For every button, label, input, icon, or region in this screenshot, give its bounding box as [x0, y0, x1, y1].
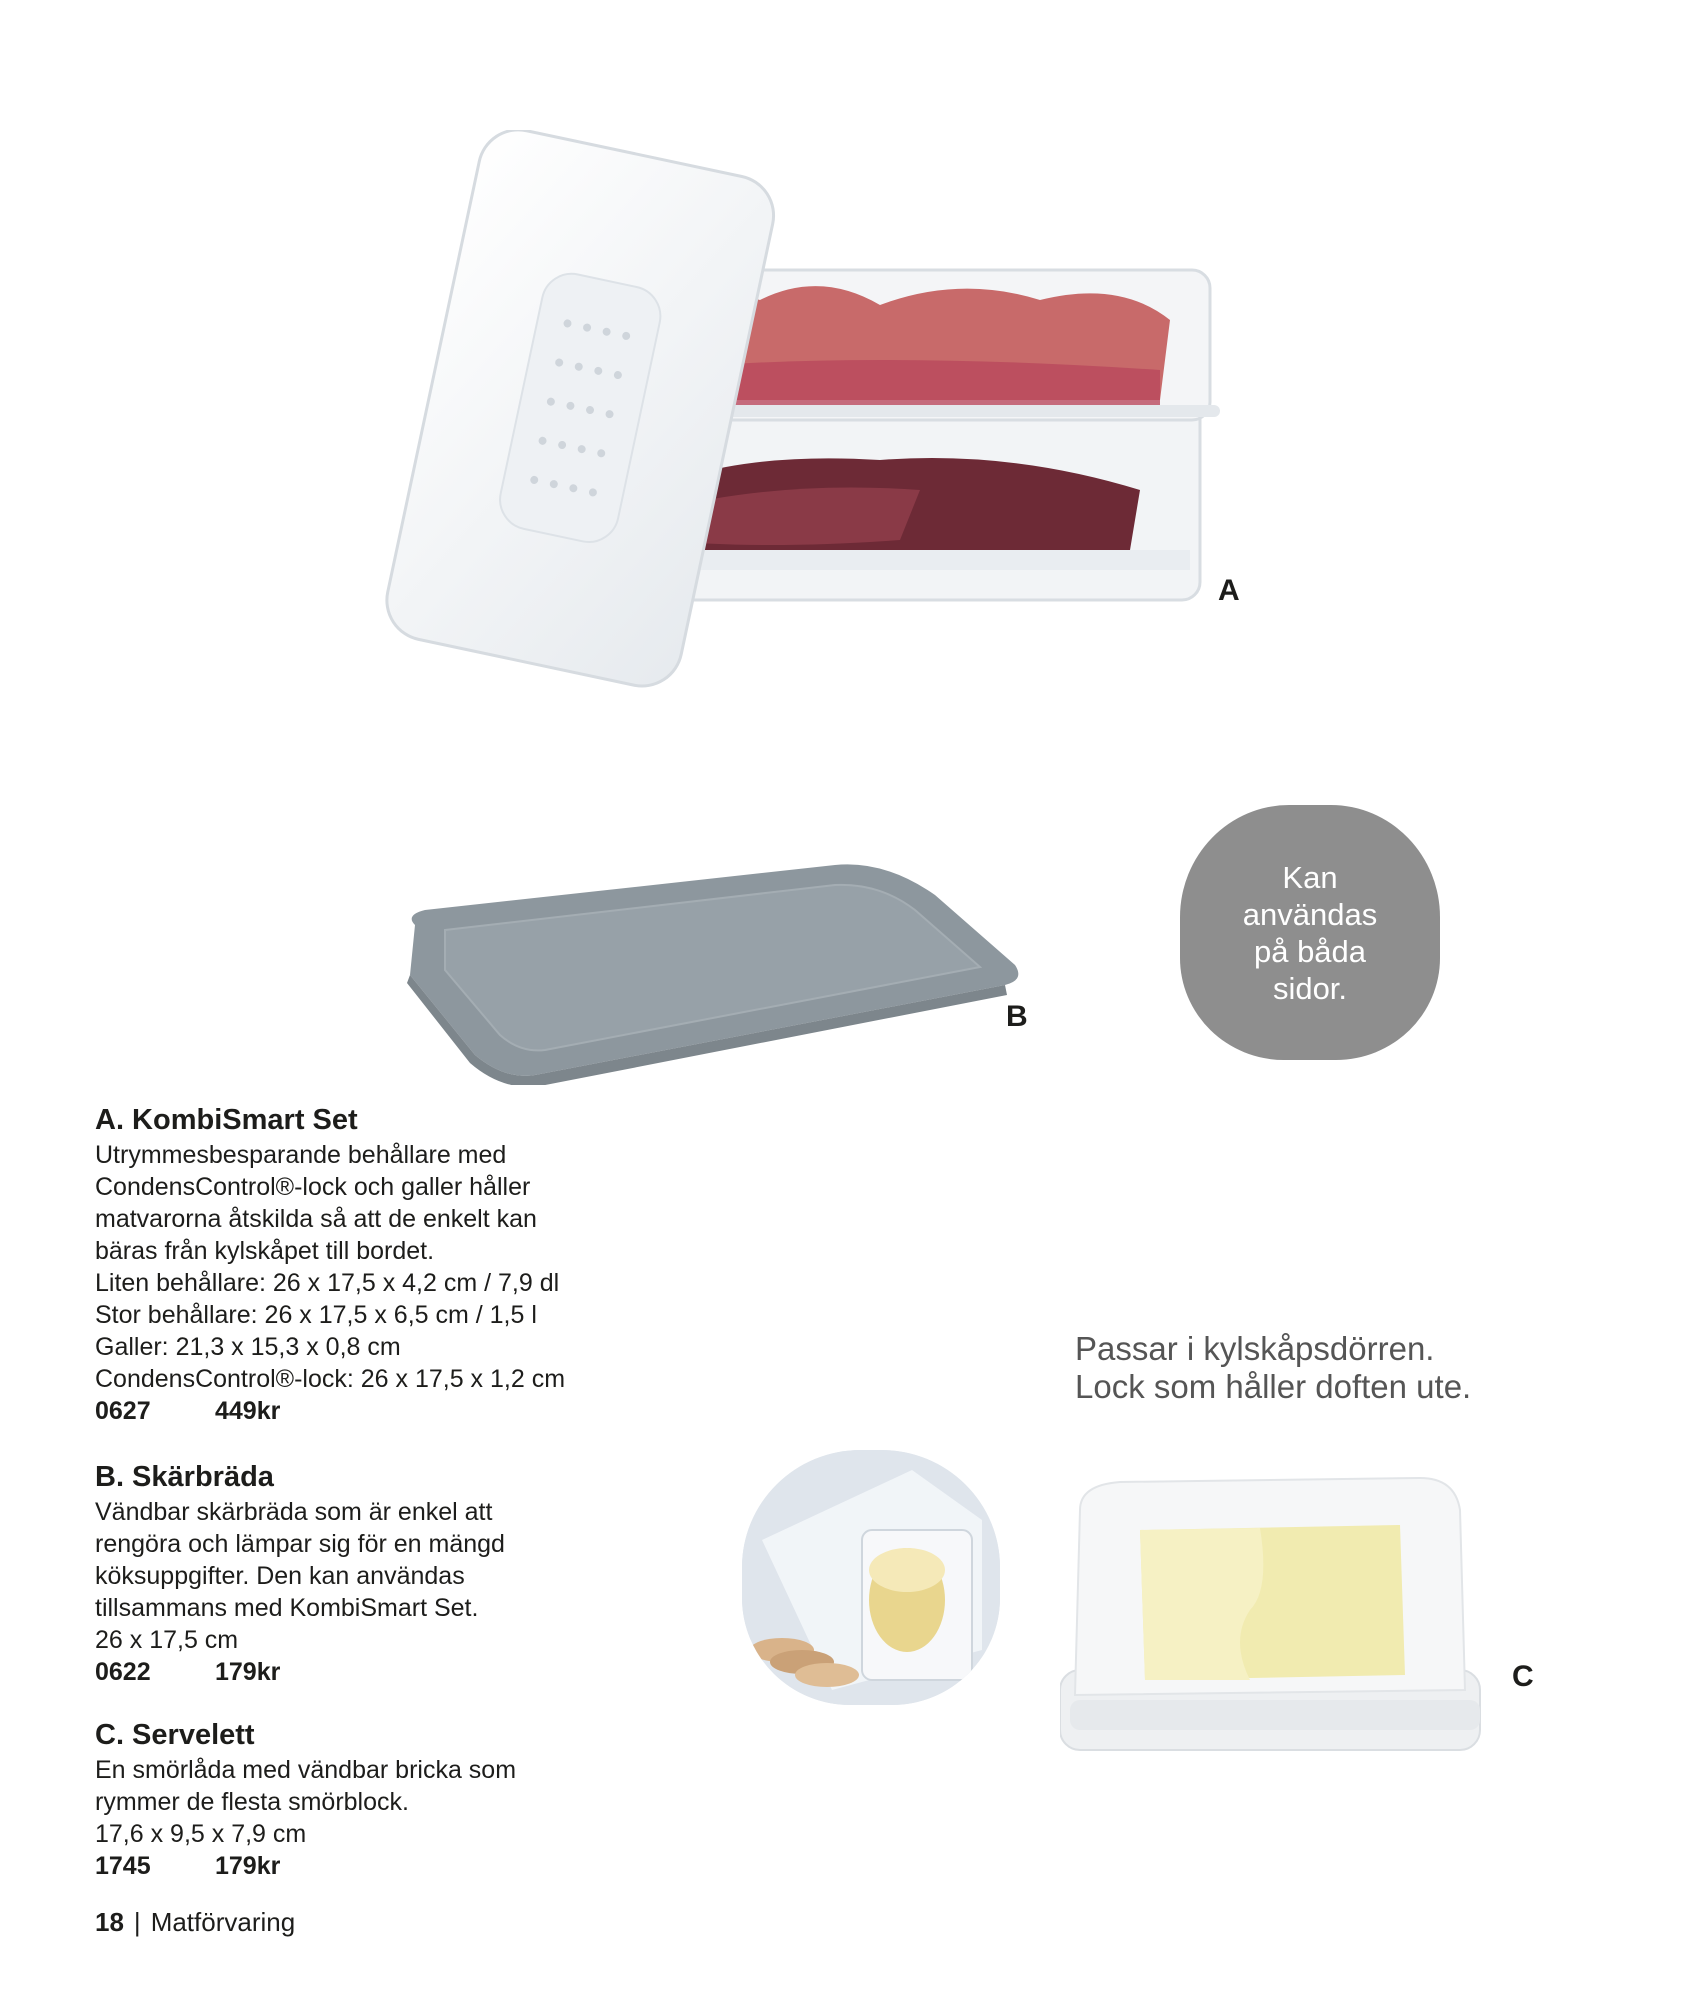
product-title: C. Servelett	[95, 1719, 255, 1751]
butter-lifestyle-photo	[742, 1450, 1000, 1705]
product-label-b: B	[1006, 1000, 1028, 1033]
description-line: Liten behållare: 26 x 17,5 x 4,2 cm / 7,9 dl	[95, 1269, 560, 1297]
butter-dish-image	[1060, 1470, 1500, 1780]
cutting-board-image	[385, 855, 1025, 1085]
description-line: Stor behållare: 26 x 17,5 x 6,5 cm / 1,5 l	[95, 1301, 537, 1329]
description-line: Galler: 21,3 x 15,3 x 0,8 cm	[95, 1333, 401, 1361]
product-description-b	[95, 1460, 655, 1688]
footer-separator: |	[133, 1907, 141, 1937]
product-code: 0622	[95, 1658, 151, 1686]
page-footer	[95, 1906, 295, 1938]
price-row	[95, 1656, 655, 1688]
description-line: En smörlåda med vändbar bricka som	[95, 1756, 517, 1784]
product-label-c: C	[1512, 1660, 1534, 1693]
reversible-badge	[1180, 805, 1440, 1060]
badge-line: Kan	[1282, 859, 1338, 895]
badge-line: sidor.	[1272, 970, 1348, 1006]
description-line: 17,6 x 9,5 x 7,9 cm	[95, 1820, 307, 1848]
product-price: 179kr	[215, 1658, 281, 1686]
description-line: 26 x 17,5 cm	[95, 1626, 239, 1654]
price-row	[95, 1850, 655, 1882]
product-price: 179kr	[215, 1852, 281, 1880]
product-title: B. Skärbräda	[95, 1461, 274, 1493]
badge-line: på båda	[1253, 933, 1367, 969]
badge-line: användas	[1242, 896, 1378, 932]
kombismart-set-image	[360, 130, 1260, 690]
note-line: Passar i kylskåpsdörren.	[1075, 1330, 1435, 1367]
description-line: Utrymmesbesparande behållare med	[95, 1141, 507, 1169]
description-line: tillsammans med KombiSmart Set.	[95, 1594, 479, 1622]
description-line: köksuppgifter. Den kan användas	[95, 1562, 465, 1590]
description-line: CondensControl®-lock och galler håller	[95, 1173, 531, 1201]
description-line: rymmer de flesta smörblock.	[95, 1788, 409, 1816]
product-code: 0627	[95, 1397, 151, 1425]
product-label-a: A	[1218, 574, 1240, 607]
fridge-door-note	[1075, 1330, 1615, 1406]
description-line: CondensControl®-lock: 26 x 17,5 x 1,2 cm	[95, 1365, 566, 1393]
product-description-c	[95, 1718, 655, 1882]
page-number: 18	[95, 1907, 124, 1937]
product-price: 449kr	[215, 1397, 281, 1425]
description-line: Vändbar skärbräda som är enkel att	[95, 1498, 493, 1526]
description-line: rengöra och lämpar sig för en mängd	[95, 1530, 505, 1558]
product-title: A. KombiSmart Set	[95, 1104, 358, 1136]
product-code: 1745	[95, 1852, 151, 1880]
price-row	[95, 1395, 655, 1427]
section-name: Matförvaring	[150, 1907, 296, 1937]
note-line: Lock som håller doften ute.	[1075, 1368, 1472, 1405]
description-line: bäras från kylskåpet till bordet.	[95, 1237, 435, 1265]
product-description-a	[95, 1103, 655, 1427]
description-line: matvarorna åtskilda så att de enkelt kan	[95, 1205, 537, 1233]
